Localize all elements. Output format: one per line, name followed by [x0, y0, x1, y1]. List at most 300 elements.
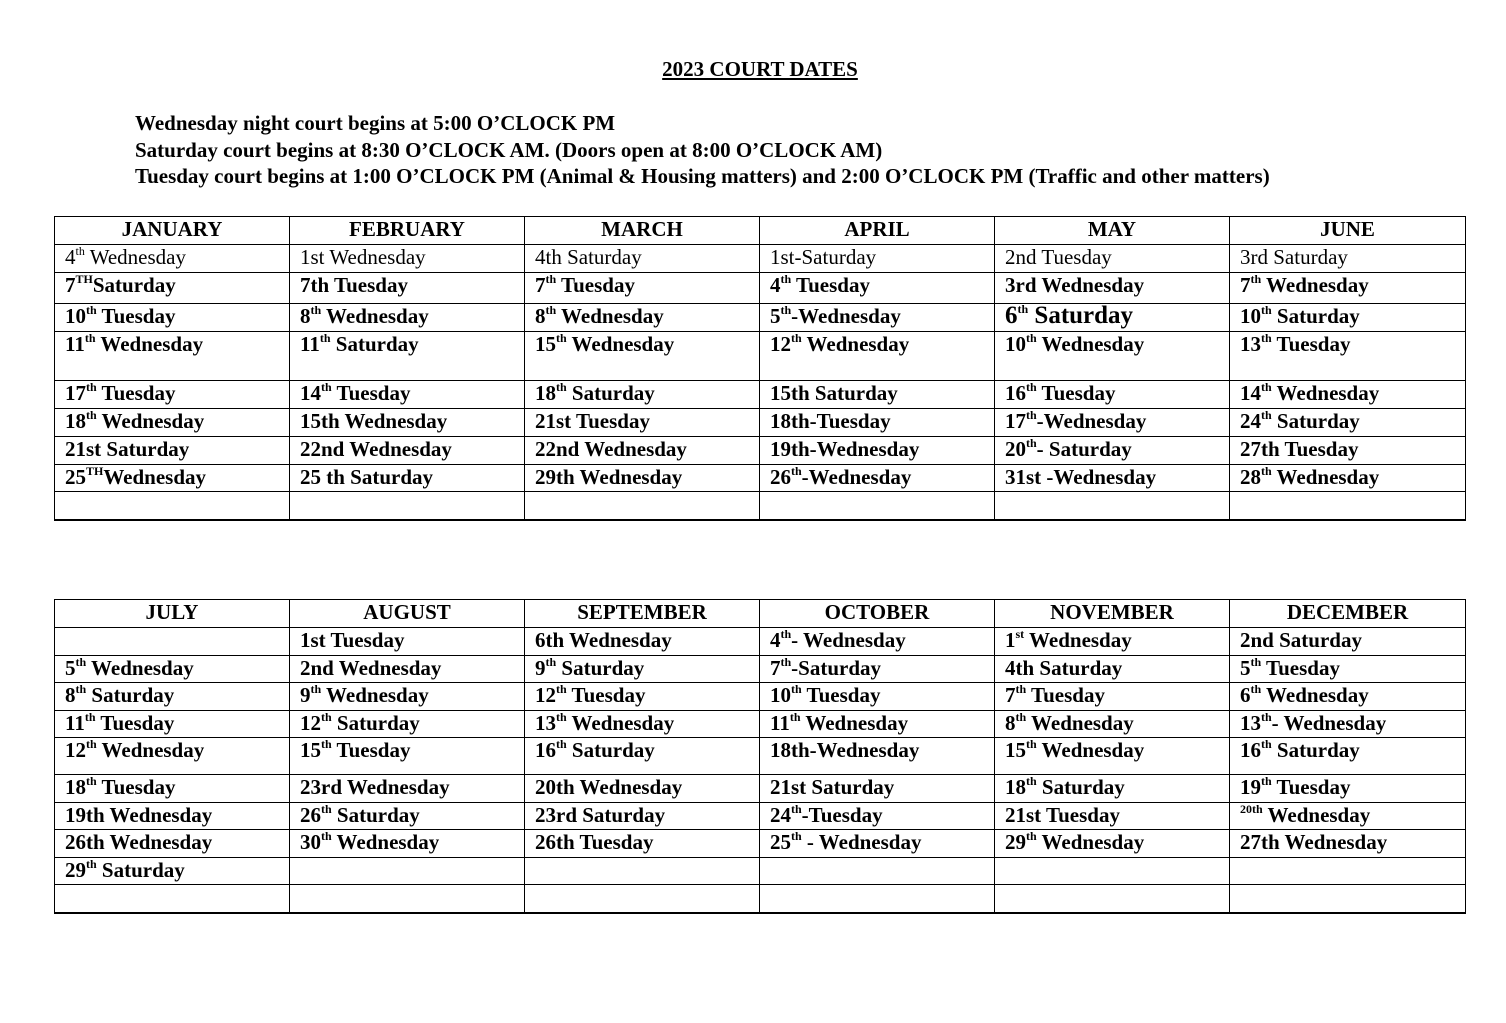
table-row — [55, 913, 1466, 914]
date-cell — [525, 409, 760, 437]
date-cell — [525, 913, 760, 914]
date-number: 11 — [770, 711, 790, 735]
date-cell — [525, 520, 760, 521]
date-cell — [760, 332, 995, 381]
date-number: 7 — [1240, 273, 1251, 297]
date-weekday: Wednesday — [1036, 332, 1145, 356]
date-cell — [290, 683, 525, 711]
date-number: 17 — [65, 381, 86, 405]
date-number: 21st Tuesday — [1005, 803, 1120, 827]
date-cell — [760, 409, 995, 437]
date-cell — [525, 628, 760, 656]
date-weekday: - Saturday — [1036, 437, 1132, 461]
ordinal-suffix: th — [1261, 737, 1272, 751]
ordinal-suffix: th — [1015, 682, 1027, 696]
date-cell — [995, 913, 1230, 914]
date-number: 18 — [65, 775, 86, 799]
date-weekday: Wednesday — [321, 683, 429, 707]
table-row — [55, 409, 1466, 437]
date-cell — [290, 492, 525, 520]
date-weekday: Saturday — [566, 381, 655, 405]
date-weekday: - Wednesday — [791, 628, 906, 652]
date-cell — [525, 656, 760, 683]
date-cell — [55, 332, 290, 381]
date-cell — [525, 492, 760, 520]
ordinal-suffix: th — [780, 272, 792, 286]
date-weekday: Saturday — [1036, 775, 1125, 799]
date-cell — [760, 858, 995, 885]
table-row — [55, 775, 1466, 803]
date-weekday: Saturday — [1271, 304, 1360, 328]
date-cell — [1230, 304, 1466, 332]
ordinal-suffix: th — [1261, 464, 1272, 478]
ordinal-suffix: th — [86, 303, 97, 317]
month-header-january: JANUARY — [55, 217, 290, 245]
date-number: 24 — [770, 803, 791, 827]
date-cell — [1230, 628, 1466, 656]
date-number: 21st Tuesday — [535, 409, 650, 433]
ordinal-suffix: th — [321, 380, 332, 394]
table-row — [55, 245, 1466, 273]
ordinal-suffix: th — [319, 331, 331, 345]
date-number: 5 — [770, 304, 781, 328]
date-cell — [290, 656, 525, 683]
date-cell — [1230, 738, 1466, 775]
date-number: 2nd Saturday — [1240, 628, 1362, 652]
date-cell — [290, 803, 525, 830]
ordinal-suffix: th — [86, 857, 97, 871]
date-weekday: - Wednesday — [801, 830, 922, 854]
date-cell — [1230, 437, 1466, 465]
table-row — [55, 492, 1466, 520]
date-cell — [290, 465, 525, 492]
date-weekday: Tuesday — [1036, 381, 1116, 405]
date-cell — [995, 409, 1230, 437]
court-times-info — [135, 110, 1270, 190]
date-cell — [525, 465, 760, 492]
date-cell — [525, 830, 760, 858]
date-cell — [525, 858, 760, 885]
date-cell — [760, 738, 995, 775]
date-cell — [760, 913, 995, 914]
date-number: 12 — [300, 711, 321, 735]
month-header-november: NOVEMBER — [995, 600, 1230, 628]
date-cell — [290, 520, 525, 521]
date-number: 18 — [65, 409, 86, 433]
month-header-row — [55, 600, 1466, 628]
ordinal-suffix: th — [556, 737, 567, 751]
date-number: 19th-Wednesday — [770, 437, 920, 461]
date-weekday: Saturday — [330, 332, 419, 356]
date-number: 21st Saturday — [65, 437, 190, 461]
date-cell — [525, 332, 760, 381]
table-row — [55, 628, 1466, 656]
date-weekday: Wednesday — [103, 465, 207, 489]
date-weekday: Tuesday — [566, 683, 646, 707]
date-weekday: Wednesday — [96, 738, 205, 762]
date-cell — [1230, 711, 1466, 738]
date-cell — [1230, 245, 1466, 273]
date-cell — [1230, 858, 1466, 885]
date-number: 25 — [770, 830, 791, 854]
date-number: 7 — [770, 656, 781, 680]
date-cell — [290, 913, 525, 914]
date-cell — [995, 738, 1230, 775]
date-cell — [290, 381, 525, 409]
ordinal-suffix: th — [1261, 710, 1272, 724]
date-number: 16 — [1005, 381, 1026, 405]
date-weekday: Tuesday — [96, 381, 176, 405]
date-cell — [760, 803, 995, 830]
date-cell — [995, 332, 1230, 381]
date-cell — [55, 803, 290, 830]
ordinal-suffix: th — [556, 682, 567, 696]
ordinal-suffix: th — [75, 682, 87, 696]
date-weekday: Saturday — [556, 656, 645, 680]
date-number: 10 — [1240, 304, 1261, 328]
ordinal-suffix: TH — [86, 464, 104, 478]
ordinal-suffix: th — [1261, 774, 1272, 788]
date-number: 22nd Wednesday — [300, 437, 452, 461]
date-number: 7 — [535, 273, 546, 297]
date-number: 8 — [1005, 711, 1016, 735]
date-cell — [55, 885, 290, 913]
date-cell — [525, 245, 760, 273]
date-number: 25 — [65, 465, 86, 489]
date-cell — [760, 520, 995, 521]
date-cell — [55, 830, 290, 858]
date-number: 9 — [535, 656, 546, 680]
ordinal-suffix: 20th — [1240, 802, 1263, 816]
ordinal-suffix: th — [791, 331, 802, 345]
date-number: 4 — [770, 273, 781, 297]
date-cell — [55, 245, 290, 273]
date-number: 4th Saturday — [535, 245, 642, 269]
date-number: 13 — [1240, 711, 1261, 735]
table-row — [55, 858, 1466, 885]
date-weekday: Saturday — [331, 711, 420, 735]
date-cell — [995, 830, 1230, 858]
ordinal-suffix: th — [780, 655, 792, 669]
date-number: 25 th Saturday — [300, 465, 434, 489]
ordinal-suffix: th — [789, 710, 801, 724]
table-row — [55, 381, 1466, 409]
date-number: 11 — [300, 332, 320, 356]
date-number: 24 — [1240, 409, 1261, 433]
date-number: 2nd Tuesday — [1005, 245, 1112, 269]
date-cell — [995, 245, 1230, 273]
table-row — [55, 738, 1466, 775]
date-number: 4 — [770, 628, 781, 652]
date-number: 11 — [65, 711, 85, 735]
date-weekday: Tuesday — [1271, 332, 1351, 356]
date-number: 26 — [300, 803, 321, 827]
court-dates-table-jan-jun — [54, 216, 1466, 521]
date-number: 6 — [1005, 303, 1018, 329]
info-line-saturday: Saturday court begins at 8:30 O’CLOCK AM. (Doors open at 8:00 O’CLOCK AM) — [135, 137, 883, 162]
date-number: 20th Wednesday — [535, 775, 683, 799]
table-row — [55, 332, 1466, 381]
ordinal-suffix: th — [780, 303, 792, 317]
ordinal-suffix: th — [545, 272, 557, 286]
month-header-april: APRIL — [760, 217, 995, 245]
date-number: 31st -Wednesday — [1005, 465, 1157, 489]
date-number: 22nd Wednesday — [535, 437, 687, 461]
date-weekday: Tuesday — [1271, 775, 1351, 799]
ordinal-suffix: th — [1250, 655, 1262, 669]
date-weekday: Tuesday — [801, 683, 881, 707]
date-number: 27th Tuesday — [1240, 437, 1359, 461]
date-number: 11 — [65, 332, 85, 356]
date-cell — [995, 304, 1230, 332]
date-cell — [525, 273, 760, 304]
date-cell — [995, 520, 1230, 521]
date-cell — [760, 465, 995, 492]
ordinal-suffix: th — [310, 303, 322, 317]
date-cell — [55, 858, 290, 885]
date-number: 26 — [770, 465, 791, 489]
date-number: 15 — [1005, 738, 1026, 762]
date-number: 18 — [1005, 775, 1026, 799]
date-weekday: Wednesday — [566, 332, 675, 356]
date-cell — [1230, 492, 1466, 520]
ordinal-suffix: th — [1026, 829, 1037, 843]
date-number: 26th Wednesday — [65, 830, 213, 854]
date-cell — [55, 711, 290, 738]
date-number: 16 — [535, 738, 556, 762]
date-number: 3rd Wednesday — [1005, 273, 1145, 297]
ordinal-suffix: th — [791, 464, 802, 478]
date-weekday: Tuesday — [331, 381, 411, 405]
date-cell — [760, 628, 995, 656]
ordinal-suffix: th — [86, 774, 97, 788]
date-number: 2nd Wednesday — [300, 656, 442, 680]
date-cell — [290, 711, 525, 738]
date-cell — [995, 437, 1230, 465]
date-weekday: Wednesday — [321, 304, 429, 328]
date-cell — [290, 830, 525, 858]
month-header-august: AUGUST — [290, 600, 525, 628]
date-weekday: Tuesday — [1261, 656, 1340, 680]
month-header-june: JUNE — [1230, 217, 1466, 245]
ordinal-suffix: th — [556, 380, 567, 394]
date-cell — [1230, 520, 1466, 521]
info-line-wednesday: Wednesday night court begins at 5:00 O’CLOCK PM — [135, 111, 616, 135]
table-row — [55, 885, 1466, 913]
date-number: 6 — [1240, 683, 1251, 707]
date-number: 19 — [1240, 775, 1261, 799]
ordinal-suffix: th — [791, 829, 802, 843]
date-cell — [290, 245, 525, 273]
date-weekday: -Wednesday — [1036, 409, 1147, 433]
ordinal-suffix: th — [1015, 710, 1027, 724]
date-number: 12 — [65, 738, 86, 762]
ordinal-suffix: th — [545, 655, 557, 669]
date-number: 10 — [770, 683, 791, 707]
date-number: 7 — [1005, 683, 1016, 707]
date-cell — [760, 656, 995, 683]
ordinal-suffix: th — [321, 802, 332, 816]
date-weekday: Wednesday — [566, 711, 675, 735]
ordinal-suffix: th — [84, 331, 96, 345]
date-weekday: -Tuesday — [801, 803, 883, 827]
ordinal-suffix: st — [1015, 627, 1025, 641]
date-number: 18th-Wednesday — [770, 738, 920, 762]
date-weekday: Wednesday — [1261, 683, 1369, 707]
date-weekday: Wednesday — [800, 711, 909, 735]
date-number: 8 — [65, 683, 76, 707]
date-number: 5 — [1240, 656, 1251, 680]
table-row — [55, 437, 1466, 465]
date-weekday: -Saturday — [791, 656, 882, 680]
date-cell — [1230, 913, 1466, 914]
date-weekday: Wednesday — [96, 409, 205, 433]
date-number: 5 — [65, 656, 76, 680]
ordinal-suffix: th — [321, 710, 332, 724]
date-cell — [760, 304, 995, 332]
date-number: 7 — [65, 273, 76, 297]
date-number: 4th Saturday — [1005, 656, 1123, 680]
date-weekday: Wednesday — [86, 656, 194, 680]
date-weekday: Tuesday — [96, 304, 176, 328]
table-row — [55, 465, 1466, 492]
date-cell — [760, 885, 995, 913]
ordinal-suffix: th — [1026, 436, 1037, 450]
month-header-october: OCTOBER — [760, 600, 995, 628]
ordinal-suffix: th — [86, 408, 97, 422]
table-row — [55, 803, 1466, 830]
ordinal-suffix: th — [545, 303, 557, 317]
date-number: 10 — [65, 304, 86, 328]
date-number: 9 — [300, 683, 311, 707]
ordinal-suffix: th — [556, 710, 567, 724]
ordinal-suffix: th — [1261, 331, 1272, 345]
date-number: 29th Wednesday — [535, 465, 683, 489]
date-cell — [995, 273, 1230, 304]
date-number: 15 — [535, 332, 556, 356]
date-number: 4 — [65, 245, 76, 269]
table-row — [55, 656, 1466, 683]
date-number: 19th Wednesday — [65, 803, 213, 827]
date-number: 26th Tuesday — [535, 830, 654, 854]
ordinal-suffix: th — [1026, 331, 1037, 345]
date-cell — [995, 492, 1230, 520]
ordinal-suffix: th — [75, 244, 85, 258]
court-dates-table-jul-dec — [54, 599, 1466, 914]
date-cell — [290, 858, 525, 885]
date-cell — [525, 683, 760, 711]
date-cell — [995, 858, 1230, 885]
date-cell — [290, 409, 525, 437]
ordinal-suffix: th — [84, 710, 96, 724]
date-number: 3rd Saturday — [1240, 245, 1348, 269]
date-cell — [760, 683, 995, 711]
date-number: 14 — [1240, 381, 1261, 405]
date-weekday: Wednesday — [801, 332, 910, 356]
month-header-march: MARCH — [525, 217, 760, 245]
date-weekday: Wednesday — [1036, 738, 1145, 762]
date-number: 14 — [300, 381, 321, 405]
ordinal-suffix: th — [310, 682, 322, 696]
date-cell — [1230, 332, 1466, 381]
date-weekday: Wednesday — [1262, 803, 1371, 827]
date-weekday: Wednesday — [331, 830, 440, 854]
date-cell — [525, 803, 760, 830]
table-row — [55, 830, 1466, 858]
date-number: 17 — [1005, 409, 1026, 433]
date-cell — [525, 381, 760, 409]
date-cell — [1230, 409, 1466, 437]
ordinal-suffix: th — [556, 331, 567, 345]
date-cell — [55, 273, 290, 304]
ordinal-suffix: th — [1250, 272, 1262, 286]
ordinal-suffix: TH — [75, 272, 93, 286]
date-number: 29 — [1005, 830, 1026, 854]
date-cell — [1230, 803, 1466, 830]
date-cell — [995, 628, 1230, 656]
ordinal-suffix: th — [1261, 408, 1272, 422]
date-number: 30 — [300, 830, 321, 854]
date-cell — [995, 775, 1230, 803]
date-cell — [760, 437, 995, 465]
date-cell — [525, 775, 760, 803]
date-number: 13 — [1240, 332, 1261, 356]
date-number: 1st Wednesday — [300, 245, 426, 269]
date-cell — [55, 465, 290, 492]
date-cell — [55, 628, 290, 656]
date-cell — [1230, 656, 1466, 683]
date-cell — [290, 738, 525, 775]
date-cell — [525, 738, 760, 775]
date-cell — [995, 381, 1230, 409]
date-weekday: Wednesday — [1271, 465, 1380, 489]
date-number: 8 — [300, 304, 311, 328]
ordinal-suffix: th — [1017, 303, 1029, 316]
ordinal-suffix: th — [1026, 774, 1037, 788]
date-number: 20 — [1005, 437, 1026, 461]
ordinal-suffix: th — [86, 737, 97, 751]
date-weekday: Tuesday — [1026, 683, 1105, 707]
table-row — [55, 520, 1466, 521]
date-number: 1st-Saturday — [770, 245, 877, 269]
date-number: 23rd Saturday — [535, 803, 666, 827]
date-weekday: Saturday — [92, 273, 176, 297]
month-header-may: MAY — [995, 217, 1230, 245]
date-weekday: Wednesday — [1261, 273, 1369, 297]
date-cell — [1230, 830, 1466, 858]
table-row — [55, 304, 1466, 332]
date-number: 12 — [535, 683, 556, 707]
date-weekday: Tuesday — [556, 273, 635, 297]
ordinal-suffix: th — [1026, 380, 1037, 394]
date-weekday: Wednesday — [1036, 830, 1145, 854]
info-line-tuesday: Tuesday court begins at 1:00 O’CLOCK PM (Animal & Housing matters) and 2:00 O’CLOCK PM (Traffic and other matters) — [135, 164, 1270, 188]
date-number: 12 — [770, 332, 791, 356]
date-cell — [290, 437, 525, 465]
date-number: 15th Saturday — [770, 381, 898, 405]
date-cell — [290, 332, 525, 381]
date-cell — [55, 775, 290, 803]
date-cell — [1230, 885, 1466, 913]
date-cell — [995, 711, 1230, 738]
date-cell — [290, 304, 525, 332]
date-number: 21st Saturday — [770, 775, 895, 799]
date-cell — [995, 683, 1230, 711]
date-cell — [290, 628, 525, 656]
date-cell — [55, 437, 290, 465]
date-number: 13 — [535, 711, 556, 735]
date-cell — [290, 273, 525, 304]
